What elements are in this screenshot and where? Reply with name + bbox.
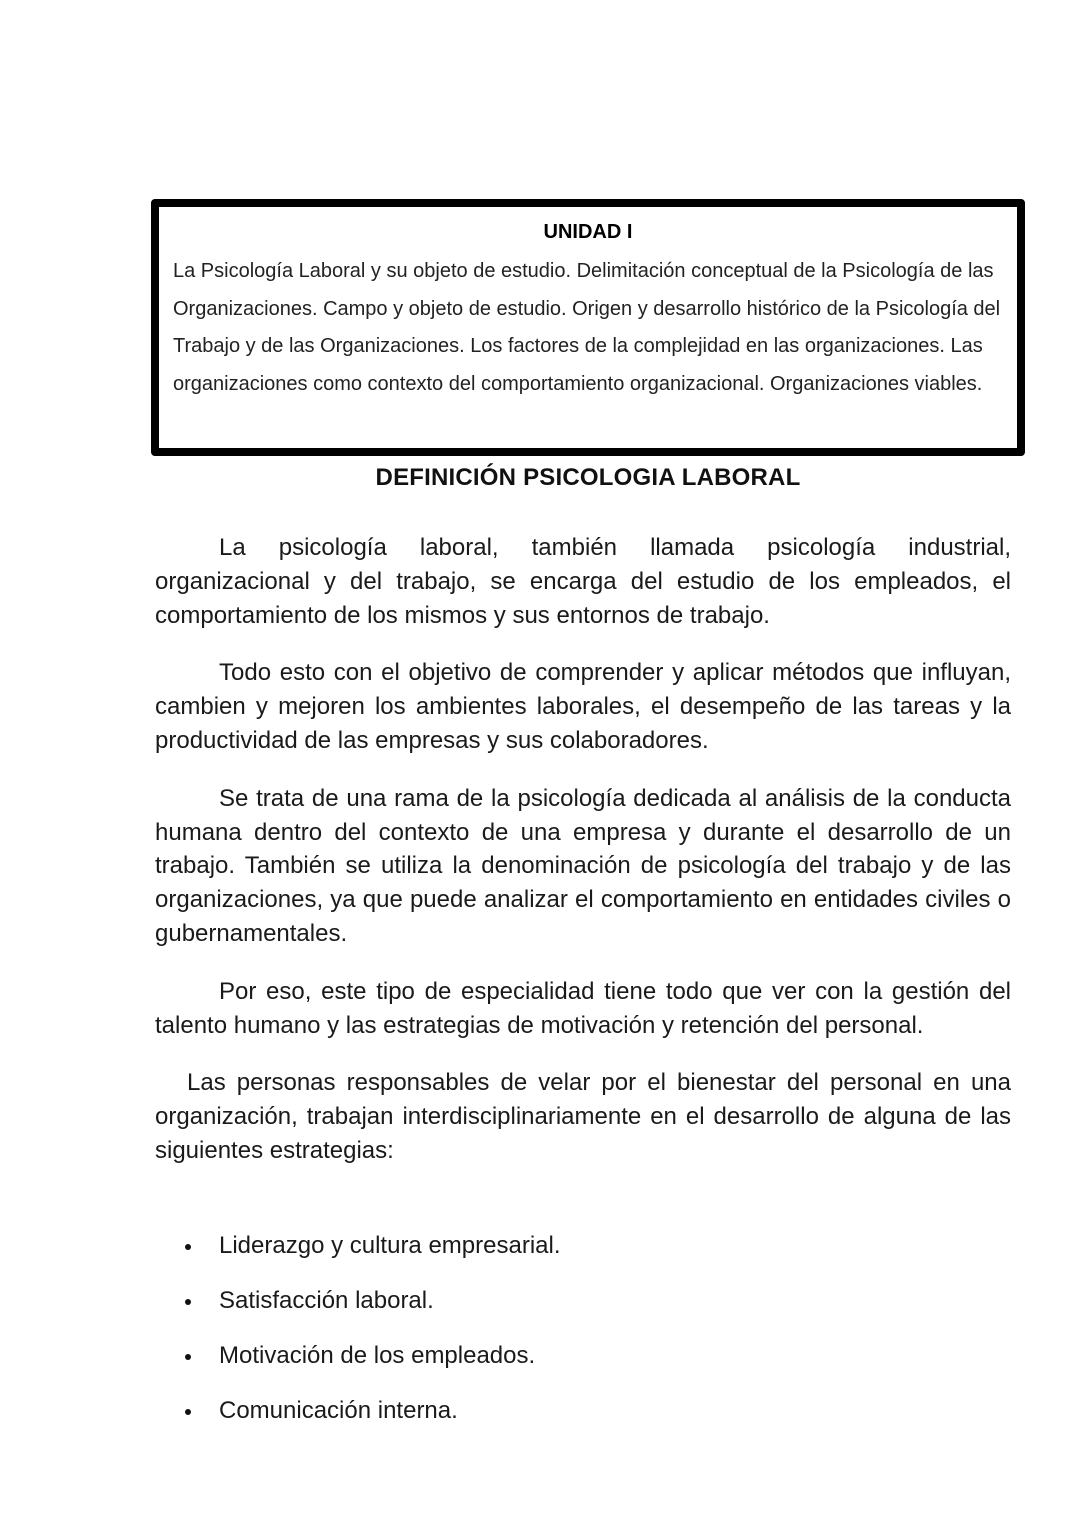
list-item-text: Motivación de los empleados.: [219, 1342, 536, 1369]
bullet-icon: [185, 1354, 191, 1360]
list-item-text: Comunicación interna.: [219, 1397, 458, 1424]
paragraph-1: La psicología laboral, también llamada psicología industrial, organizacional y del trabajo, se encarga del estudio de los empleados, el comportamiento de los mismos y sus entornos de trabajo.: [155, 534, 1011, 629]
bullet-icon: [185, 1244, 191, 1250]
list-item: [185, 1394, 561, 1449]
unit-box: [151, 199, 1025, 456]
document-body: [155, 531, 1011, 1192]
bullet-icon: [185, 1409, 191, 1415]
list-item: [185, 1339, 561, 1394]
unit-title: UNIDAD I: [543, 221, 633, 243]
paragraph-3: Se trata de una rama de la psicología dedicada al análisis de la conducta humana dentro del contexto de una empresa y durante el desarrollo de un trabajo. También se utiliza la denominación de psicología del trabajo y de las organizaciones, ya que puede analizar el comportamiento en entidades civiles o gubernamentales.: [155, 784, 1011, 947]
list-item: [185, 1229, 561, 1284]
section-title: DEFINICIÓN PSICOLOGIA LABORAL: [375, 464, 801, 491]
bullet-icon: [185, 1299, 191, 1305]
list-item: [185, 1284, 561, 1339]
list-item-text: Satisfacción laboral.: [219, 1287, 434, 1314]
paragraph-4: Por eso, este tipo de especialidad tiene todo que ver con la gestión del talento humano y las estrategias de motivación y retención del personal.: [155, 977, 1011, 1039]
list-item-text: Liderazgo y cultura empresarial.: [219, 1232, 561, 1259]
unit-description: La Psicología Laboral y su objeto de estudio. Delimitación conceptual de la Psicología de las Organizaciones. Campo y objeto de estudio. Origen y desarrollo histórico de la Psicología del Trabajo y de las Organizaciones. Los factores de la complejidad en las organizaciones. Las organizaciones como contexto del comportamiento organizacional. Organizaciones viables.: [173, 260, 1001, 395]
strategies-list: [185, 1229, 561, 1449]
paragraph-2: Todo esto con el objetivo de comprender y aplicar métodos que influyan, cambien y mejoren los ambientes laborales, el desempeño de las tareas y la productividad de las empresas y sus colaboradores.: [155, 659, 1011, 754]
paragraph-5: Las personas responsables de velar por el bienestar del personal en una organización, trabajan interdisciplinariamente en el desarrollo de alguna de las siguientes estrategias:: [155, 1069, 1011, 1164]
